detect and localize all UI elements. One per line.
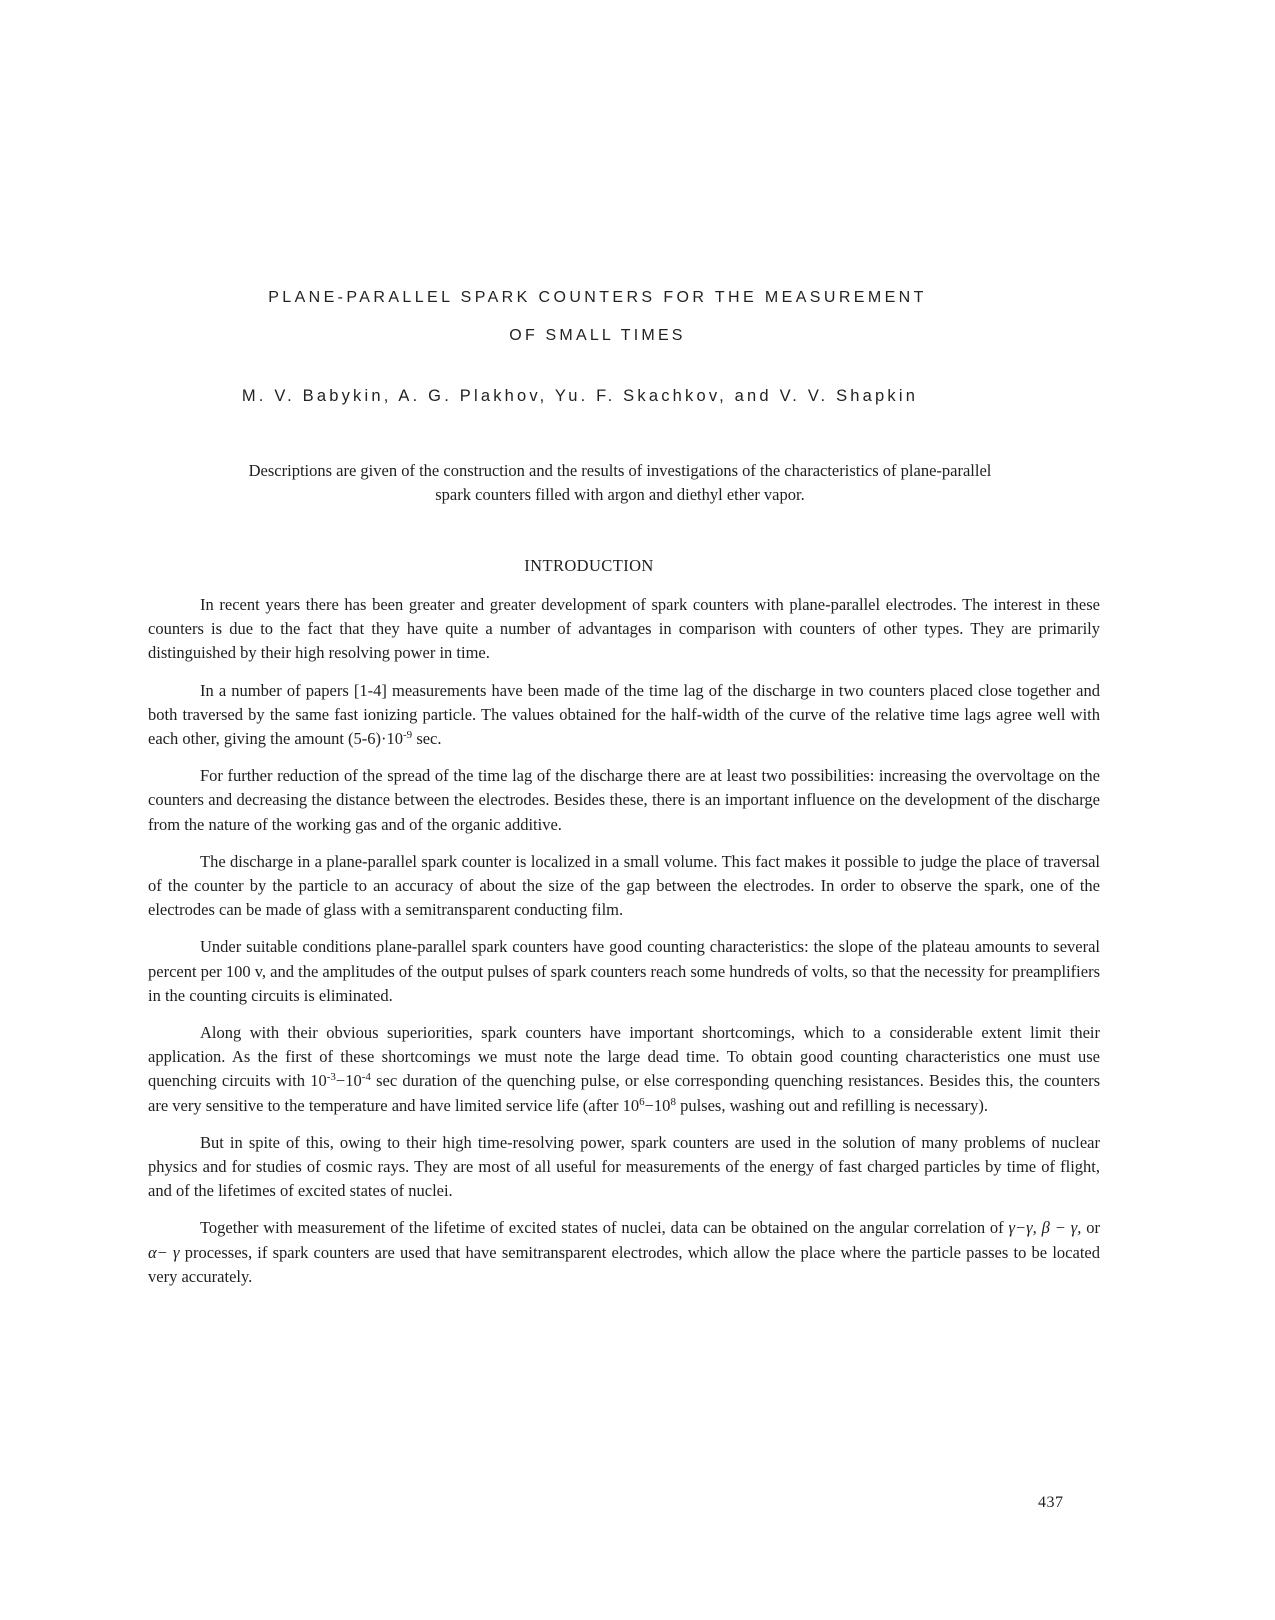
paragraph-1: In recent years there has been greater and greater development of spark counters with plane-parallel electrodes. The interest in these counters is due to the fact that they have quite a number of advantages in comparison with counters of other types. They are primarily distinguished by their high resolving power in time. [148, 595, 1100, 663]
authors: M. V. Babykin, A. G. Plakhov, Yu. F. Skachkov, and V. V. Shapkin [241, 387, 919, 405]
paragraph-6-text-d: −10 [644, 1095, 671, 1115]
paragraph-6-text-b: −10 [335, 1071, 362, 1091]
paragraph-6 [148, 1021, 1100, 1118]
body-text [148, 593, 1100, 1302]
paragraph-8-text-a: Together with measurement of the lifetime of excited states of nuclei, data can be obtained on the angular correlation of [200, 1218, 1009, 1238]
abstract: Descriptions are given of the construction and the results of investigations of the characteristics of plane-parallel spark counters filled with argon and diethyl ether vapor. [248, 461, 992, 504]
paragraph-2-text-b: sec. [412, 729, 442, 749]
paragraph-6-exponent-1: -3 [326, 1071, 336, 1084]
paragraph-6-text-c: sec duration of the quenching pulse, or else corresponding quenching resistances. Besides this, the counters are very sensitive to the temperature and have limited service life (after 10 [148, 1071, 1100, 1115]
paragraph-6-text-a: Along with their obvious superiorities, spark counters have important shortcomings, which to a considerable extent limit their application. As the first of these shortcomings we must note the large dead time. To obtain good counting characteristics one must use quenching circuits with 10 [148, 1023, 1100, 1091]
paragraph-2 [148, 679, 1100, 752]
paragraph-5: Under suitable conditions plane-parallel spark counters have good counting characteristics: the slope of the plateau amounts to several percent per 100 v, and the amplitudes of the output pulses of spark counters reach some hundreds of volts, so that the necessity for preamplifiers in the counting circuits is eliminated. [148, 937, 1101, 1005]
paper-title-line-1: PLANE-PARALLEL SPARK COUNTERS FOR THE MEASUREMENT [268, 289, 927, 306]
paragraph-8-greek-1: γ−γ, β − γ, [1008, 1218, 1082, 1238]
paragraph-6-text-e: pulses, washing out and refilling is necessary). [675, 1095, 988, 1115]
paper-title-line-2: OF SMALL TIMES [509, 327, 686, 344]
paragraph-8 [148, 1216, 1100, 1289]
page-number: 437 [1038, 1494, 1064, 1511]
paragraph-8-text-c: processes, if spark counters are used that have semitransparent electrodes, which allow the place where the particle passes to be located very accurately. [148, 1242, 1100, 1286]
section-heading-introduction: INTRODUCTION [524, 556, 654, 575]
paragraph-4: The discharge in a plane-parallel spark counter is localized in a small volume. This fact makes it possible to judge the place of traversal of the counter by the particle to an accuracy of about the size of the gap between the electrodes. In order to observe the spark, one of the electrodes can be made of glass with a semitransparent conducting film. [148, 851, 1100, 920]
paragraph-8-text-b: or [1081, 1218, 1100, 1238]
paragraph-3: For further reduction of the spread of the time lag of the discharge there are at least two possibilities: increasing the overvoltage on the counters and decreasing the distance between the electrodes. Besides these, there is an important influence on the development of the discharge from the nature of the working gas and of the organic additive. [148, 766, 1100, 834]
paragraph-8-greek-2: α− γ [148, 1242, 180, 1262]
paragraph-2-text-a: In a number of papers [1-4] measurements have been made of the time lag of the discharge in two counters placed close together and both traversed by the same fast ionizing particle. The values obtained for the half-width of the curve of the relative time lags agree well with each other, giving the amount (5-6)·10 [148, 680, 1100, 749]
paragraph-6-exponent-4: 8 [670, 1095, 676, 1108]
paragraph-7: But in spite of this, owing to their high time-resolving power, spark counters are used in the solution of many problems of nuclear physics and for studies of cosmic rays. They are most of all useful for measurements of the energy of fast charged particles by time of flight, and of the lifetimes of excited states of nuclei. [148, 1132, 1100, 1201]
paragraph-6-exponent-3: 6 [639, 1095, 645, 1108]
paragraph-2-exponent: -9 [403, 729, 413, 742]
paragraph-6-exponent-2: -4 [361, 1071, 371, 1084]
